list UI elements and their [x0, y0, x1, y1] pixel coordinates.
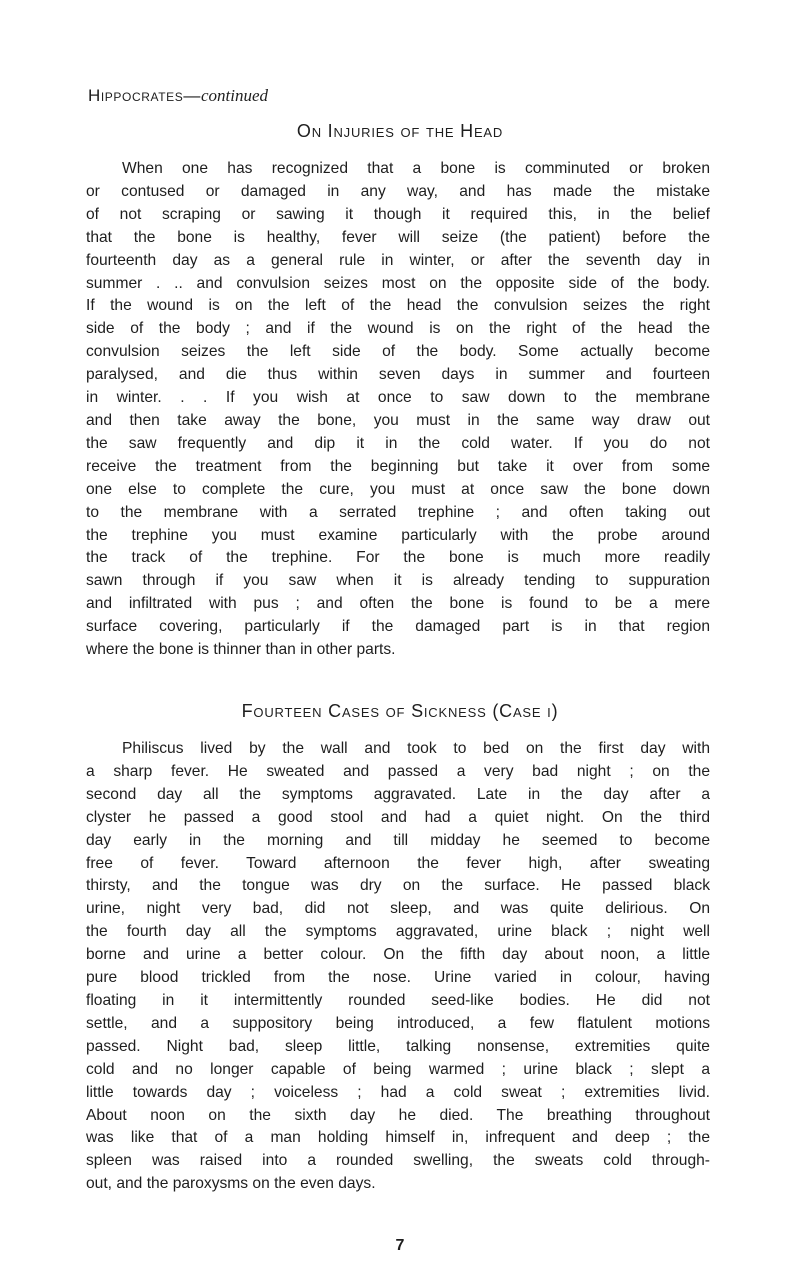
text-line: receive the treatment from the beginning but take it over from some — [86, 457, 710, 475]
text-line: If the wound is on the left of the head the convulsion seizes the right — [86, 297, 710, 315]
text-line: out, and the paroxysms on the even days. — [86, 1175, 376, 1193]
text-line: little towards day ; voiceless ; had a cold sweat ; extremities livid. — [86, 1083, 710, 1101]
text-line: free of fever. Toward afternoon the fever high, after sweating — [86, 854, 710, 872]
text-line: side of the body ; and if the wound is on the right of the head the — [86, 320, 710, 338]
text-line: clyster he passed a good stool and had a quiet night. On the third — [86, 808, 710, 826]
section-heading-fourteen-cases: Fourteen Cases of Sickness (Case i) — [241, 701, 559, 721]
text-line: summer . .. and convulsion seizes most on the opposite side of the body. — [86, 274, 710, 292]
text-line: a sharp fever. He sweated and passed a very bad night ; on the — [86, 762, 710, 780]
text-line: day early in the morning and till midday he seemed to become — [86, 831, 710, 849]
running-head — [88, 86, 268, 106]
running-head-title: Hippocrates — [88, 86, 184, 105]
text-line: floating in it intermittently rounded seed-like bodies. He did not — [86, 991, 710, 1009]
text-line: When one has recognized that a bone is comminuted or broken — [122, 160, 710, 177]
text-line: surface covering, particularly if the damaged part is in that region — [86, 618, 710, 636]
text-line: second day all the symptoms aggravated. Late in the day after a — [86, 785, 710, 803]
text-line: the fourth day all the symptoms aggravated, urine black ; night well — [86, 923, 710, 941]
text-line: and infiltrated with pus ; and often the bone is found to be a mere — [86, 595, 710, 613]
section-body-injuries — [86, 158, 710, 662]
text-line: one else to complete the cure, you must at once saw the bone down — [86, 480, 710, 498]
text-line: spleen was raised into a rounded swelling, the sweats cold through- — [86, 1152, 710, 1170]
text-line: the track of the trephine. For the bone is much more readily — [86, 549, 710, 567]
section-heading-injuries: On Injuries of the Head — [296, 121, 504, 141]
text-line: settle, and a suppository being introduced, a few flatulent motions — [86, 1014, 710, 1032]
text-line: Philiscus lived by the wall and took to bed on the first day with — [122, 740, 710, 757]
text-line: where the bone is thinner than in other parts. — [86, 641, 396, 659]
text-line: cold and no longer capable of being warmed ; urine black ; slept a — [86, 1060, 710, 1078]
text-line: and then take away the bone, you must in the same way draw out — [86, 411, 710, 429]
text-line: the saw frequently and dip it in the cold water. If you do not — [86, 434, 710, 452]
text-line: that the bone is healthy, fever will seize (the patient) before the — [86, 228, 710, 246]
text-line: thirsty, and the tongue was dry on the surface. He passed black — [86, 877, 710, 895]
text-line: or contused or damaged in any way, and has made the mistake — [86, 182, 710, 200]
running-head-dash: — — [183, 86, 201, 105]
text-line: the trephine you must examine particularly with the probe around — [86, 526, 710, 544]
running-head-continued: continued — [200, 86, 268, 105]
text-line: paralysed, and die thus within seven days in summer and fourteen — [86, 366, 710, 384]
text-line: in winter. . . If you wish at once to saw down to the membrane — [86, 389, 710, 407]
page-number: 7 — [395, 1237, 405, 1254]
text-line: passed. Night bad, sleep little, talking nonsense, extremities quite — [86, 1037, 710, 1055]
text-line: was like that of a man holding himself in, infrequent and deep ; the — [86, 1129, 710, 1147]
text-line: fourteenth day as a general rule in winter, or after the seventh day in — [86, 251, 710, 269]
text-line: urine, night very bad, did not sleep, and was quite delirious. On — [86, 900, 710, 918]
section-body-fourteen-cases — [86, 738, 710, 1196]
text-line: convulsion seizes the left side of the body. Some actually become — [86, 343, 710, 361]
text-line: borne and urine a better colour. On the fifth day about noon, a little — [86, 946, 710, 964]
text-line: About noon on the sixth day he died. The breathing throughout — [86, 1106, 710, 1124]
text-line: sawn through if you saw when it is already tending to suppuration — [86, 572, 710, 590]
text-line: of not scraping or sawing it though it required this, in the belief — [86, 205, 710, 223]
text-line: pure blood trickled from the nose. Urine varied in colour, having — [86, 969, 710, 987]
text-line: to the membrane with a serrated trephine ; and often taking out — [86, 503, 710, 521]
